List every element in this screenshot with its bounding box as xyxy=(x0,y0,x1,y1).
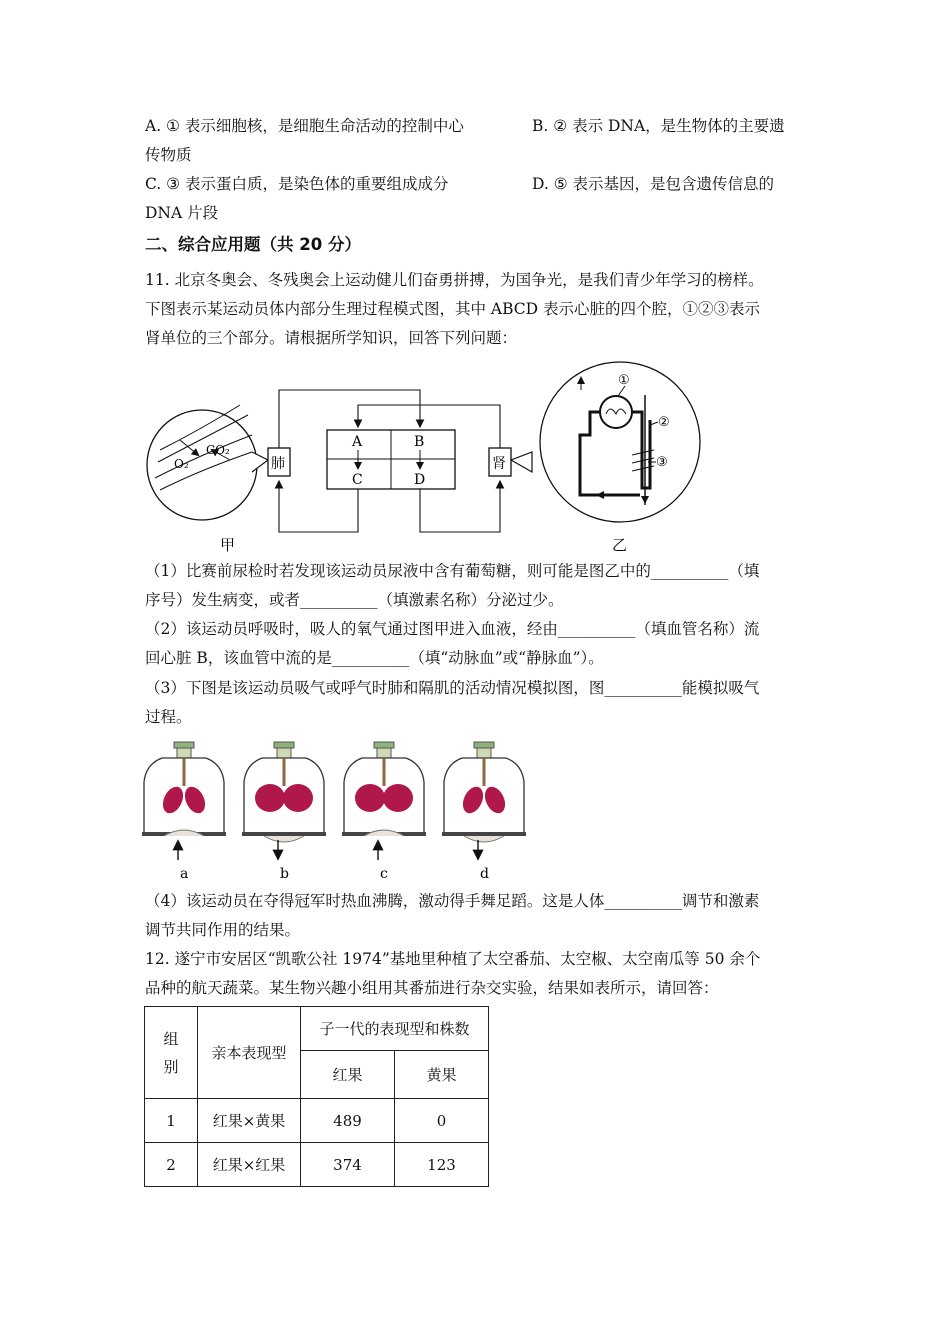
figure-label-jia: 甲 xyxy=(220,536,236,554)
q11-sub4-line1: （4）该运动员在夺得冠军时热血沸腾，激动得手舞足蹈。这是人体__________调节和激素 xyxy=(145,892,760,910)
cross-results-table xyxy=(144,1006,489,1187)
option-a-line1: A. ① 表示细胞核，是细胞生命活动的控制中心 xyxy=(145,117,464,135)
jar-label-c: c xyxy=(380,866,388,882)
cell-parent: 红果×红果 xyxy=(198,1143,301,1187)
table-row xyxy=(145,1143,489,1187)
jar-label-b: b xyxy=(280,866,289,882)
option-d-line2: DNA 片段 xyxy=(145,204,219,222)
alveolus-bubble xyxy=(147,410,257,520)
q11-stem-line3: 肾单位的三个部分。请根据所学知识，回答下列问题： xyxy=(145,329,518,347)
nephron-mark-3: ③ xyxy=(656,455,668,470)
jar-d xyxy=(442,742,526,858)
q12-stem-line2: 品种的航天蔬菜。某生物兴趣小组用其番茄进行杂交实验，结果如表所示，请回答： xyxy=(145,979,719,997)
jar-a xyxy=(142,742,226,860)
cell-group: 2 xyxy=(145,1143,198,1187)
circulation-figure xyxy=(140,360,720,555)
q11-sub2-line2: 回心脏 B，该血管中流的是__________（填“动脉血”或“静脉血”）。 xyxy=(145,649,604,667)
q11-sub1-line2: 序号）发生病变，或者__________（填激素名称）分泌过少。 xyxy=(145,591,564,609)
o2-label: O₂ xyxy=(174,457,189,471)
figure-label-yi: 乙 xyxy=(612,536,628,554)
q11-sub4-line2: 调节共同作用的结果。 xyxy=(145,921,301,939)
header-red: 红果 xyxy=(301,1051,395,1099)
q11-sub1-line1: （1）比赛前尿检时若发现该运动员尿液中含有葡萄糖，则可能是图乙中的__________（填 xyxy=(145,562,760,580)
q11-sub3-line1: （3）下图是该运动员吸气或呼气时肺和隔肌的活动情况模拟图，图__________能模拟吸气 xyxy=(145,679,760,697)
cell-red: 374 xyxy=(301,1143,395,1187)
q12-stem-line1: 12. 遂宁市安居区“凯歌公社 1974”基地里种植了太空番茄、太空椒、太空南瓜等 50 余个 xyxy=(145,950,761,968)
q11-sub2-line1: （2）该运动员呼吸时，吸人的氧气通过图甲进入血液，经由__________（填血管名称）流 xyxy=(145,620,760,638)
chamber-c: C xyxy=(352,472,363,488)
nephron-mark-2: ② xyxy=(658,415,670,430)
cell-red: 489 xyxy=(301,1099,395,1143)
table-row xyxy=(145,1099,489,1143)
nephron-mark-1: ① xyxy=(618,373,630,388)
header-group xyxy=(145,1007,198,1099)
option-c-line1: C. ③ 表示蛋白质，是染色体的重要组成成分 xyxy=(145,175,449,193)
jar-c xyxy=(342,742,426,860)
jar-label-a: a xyxy=(180,866,189,882)
q11-stem-line2: 下图表示某运动员体内部分生理过程模式图，其中 ABCD 表示心脏的四个腔，①②③表示 xyxy=(145,300,761,318)
q11-stem-line1: 11. 北京冬奥会、冬残奥会上运动健儿们奋勇拼搏，为国争光，是我们青少年学习的榜样。 xyxy=(145,271,764,289)
bell-jar-models xyxy=(140,738,540,886)
jar-label-d: d xyxy=(480,866,489,882)
option-d-line1: D. ⑤ 表示基因，是包含遗传信息的 xyxy=(532,175,775,193)
lung-label: 肺 xyxy=(271,456,285,472)
header-offspring: 子一代的表现型和株数 xyxy=(301,1007,489,1051)
cell-yellow: 123 xyxy=(395,1143,489,1187)
kidney-label: 肾 xyxy=(492,456,506,472)
option-b-line2: 传物质 xyxy=(145,146,192,164)
option-b-line1: B. ② 表示 DNA，是生物体的主要遗 xyxy=(532,117,785,135)
jar-b xyxy=(242,742,326,858)
chamber-d: D xyxy=(414,472,426,488)
chamber-a: A xyxy=(352,434,363,450)
header-group-text: 组别 xyxy=(163,1029,179,1076)
cell-group: 1 xyxy=(145,1099,198,1143)
q11-sub3-line2: 过程。 xyxy=(145,708,192,726)
header-yellow: 黄果 xyxy=(395,1051,489,1099)
cell-yellow: 0 xyxy=(395,1099,489,1143)
chamber-b: B xyxy=(414,434,425,450)
header-parent: 亲本表现型 xyxy=(198,1007,301,1099)
cell-parent: 红果×黄果 xyxy=(198,1099,301,1143)
section-heading: 二、综合应用题（共 20 分） xyxy=(145,235,361,254)
co2-label: CO₂ xyxy=(206,443,230,457)
